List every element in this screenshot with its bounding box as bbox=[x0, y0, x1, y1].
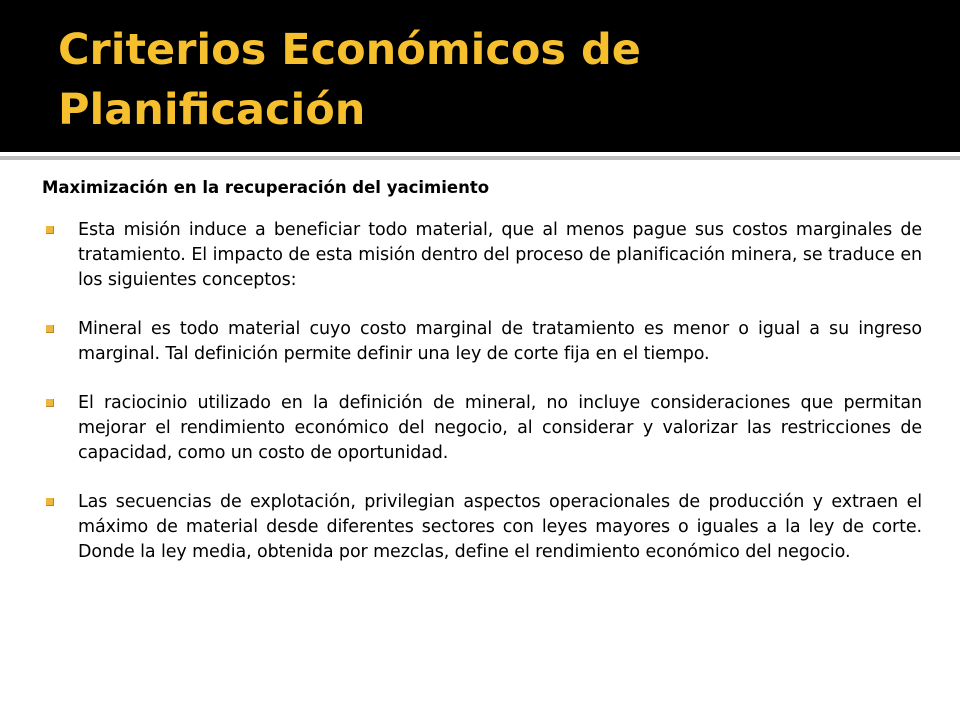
bullet-text: Las secuencias de explotación, privilegian aspectos operacionales de producción y extraen el máximo de material desde diferentes sectores con leyes mayores o iguales a la ley de corte. Donde la ley media, obtenida por mezclas, define el rendimiento económico del negocio. bbox=[78, 492, 922, 562]
bullet-item-1 bbox=[42, 218, 922, 293]
square-bullet-icon bbox=[46, 325, 54, 333]
slide-content bbox=[42, 176, 922, 589]
bullet-item-4 bbox=[42, 490, 922, 565]
bullet-text: El raciocinio utilizado en la definición de mineral, no incluye consideraciones que permitan mejorar el rendimiento económico del negocio, al considerar y valorizar las restricciones de capacidad, como un costo de oportunidad. bbox=[78, 393, 922, 463]
bullet-item-2 bbox=[42, 317, 922, 367]
square-bullet-icon bbox=[46, 226, 54, 234]
bullet-item-3 bbox=[42, 391, 922, 466]
bullet-list bbox=[42, 218, 922, 565]
square-bullet-icon bbox=[46, 498, 54, 506]
square-bullet-icon bbox=[46, 399, 54, 407]
slide-title: Criterios Económicos de Planificación bbox=[58, 25, 641, 135]
title-separator bbox=[0, 156, 960, 160]
title-bar bbox=[0, 0, 960, 152]
bullet-text: Esta misión induce a beneficiar todo material, que al menos pague sus costos marginales de tratamiento. El impacto de esta misión dentro del proceso de planificación minera, se traduce en los siguientes conceptos: bbox=[78, 220, 922, 290]
section-subheading: Maximización en la recuperación del yacimiento bbox=[42, 178, 490, 197]
bullet-text: Mineral es todo material cuyo costo marginal de tratamiento es menor o igual a su ingreso marginal. Tal definición permite definir una ley de corte fija en el tiempo. bbox=[78, 319, 922, 364]
